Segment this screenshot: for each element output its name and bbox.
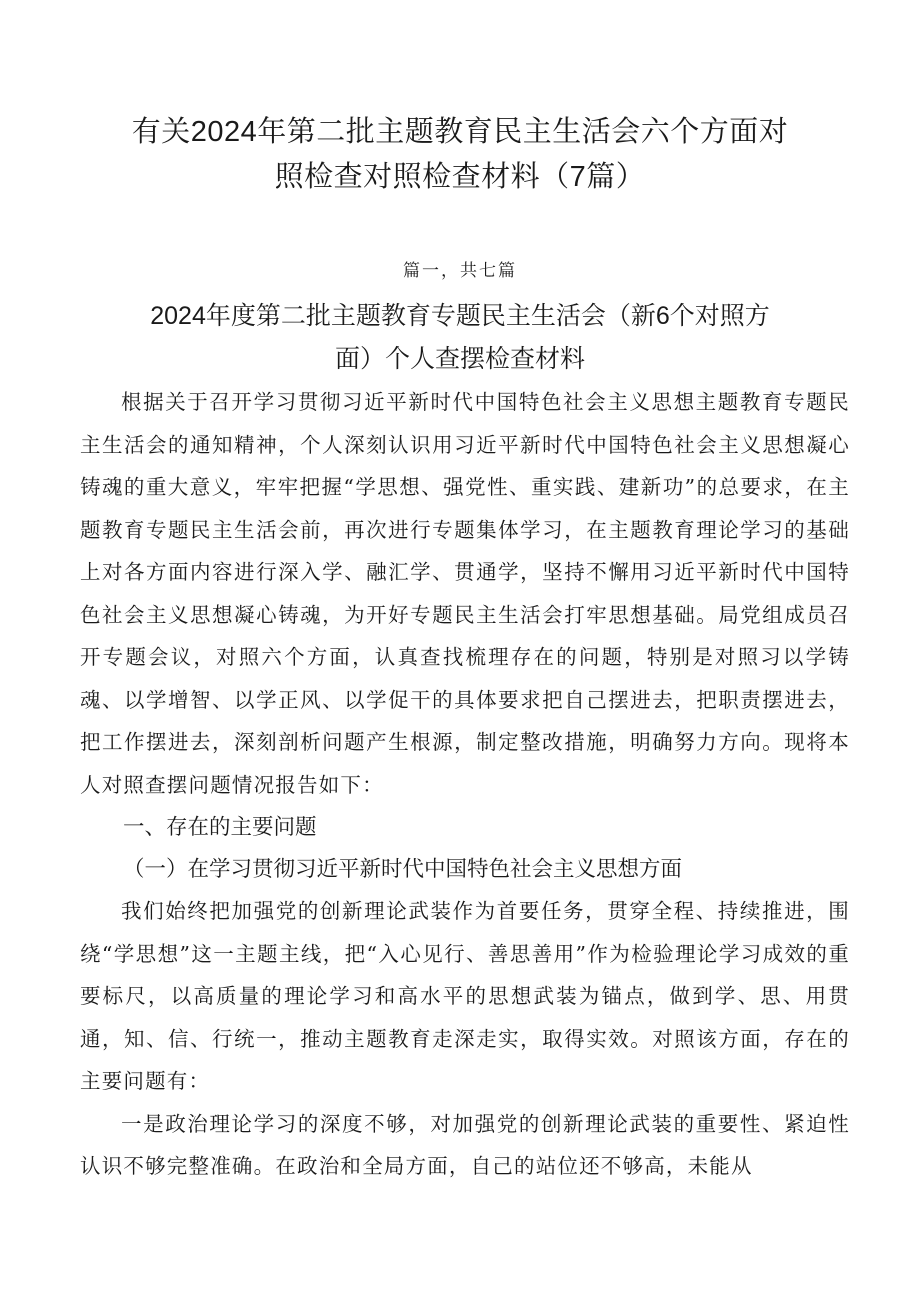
article-heading-line-2: 面）个人查摆检查材料 (334, 345, 585, 373)
subsection-heading: （一）在学习贯彻习近平新时代中国特色社会主义思想方面 (123, 857, 683, 881)
body-paragraph: 一是政治理论学习的深度不够，对加强党的创新理论武装的重要性、紧迫性认识不够完整准确。在政治和全局方面，自己的站位还不够高，未能从 (80, 1111, 850, 1178)
document-body (80, 381, 850, 1188)
body-paragraph: 我们始终把加强党的创新理论武装作为首要任务，贯穿全程、持续推进，围绕“学思想”这一主题主线，把“入心见行、善思善用”作为检验理论学习成效的重要标尺，以高质量的理论学习和高水平的思想武装为锚点，做到学、思、用贯通，知、信、行统一，推动主题教育走深走实，取得实效。对照该方面，存在的主要问题有： (80, 899, 850, 1093)
part-label: 篇一，共七篇 (403, 261, 517, 281)
article-heading (110, 295, 810, 381)
article-heading-line-1: 2024年度第二批主题教育专题民主生活会（新6个对照方 (150, 302, 770, 330)
intro-paragraph: 根据关于召开学习贯彻习近平新时代中国特色社会主义思想主题教育专题民主生活会的通知精神，个人深刻认识用习近平新时代中国特色社会主义思想凝心铸魂的重大意义，牢牢把握“学思想、强党性、重实践、建新功”的总要求，在主题教育专题民主生活会前，再次进行专题集体学习，在主题教育理论学习的基础上对各方面内容进行深入学、融汇学、贯通学，坚持不懈用习近平新时代中国特色社会主义思想凝心铸魂，为开好专题民主生活会打牢思想基础。局党组成员召开专题会议，对照六个方面，认真查找梳理存在的问题，特别是对照习以学铸魂、以学增智、以学正风、以学促干的具体要求把自己摆进去，把职责摆进去，把工作摆进去，深刻剖析问题产生根源，制定整改措施，明确努力方向。现将本人对照查摆问题情况报告如下： (80, 390, 850, 797)
document-title-line-1: 有关2024年第二批主题教育民主生活会六个方面对 (131, 116, 789, 148)
document-title (110, 110, 810, 200)
document-title-line-2: 照检查对照检查材料（7篇） (274, 161, 646, 193)
section-heading: 一、存在的主要问题 (123, 815, 317, 839)
